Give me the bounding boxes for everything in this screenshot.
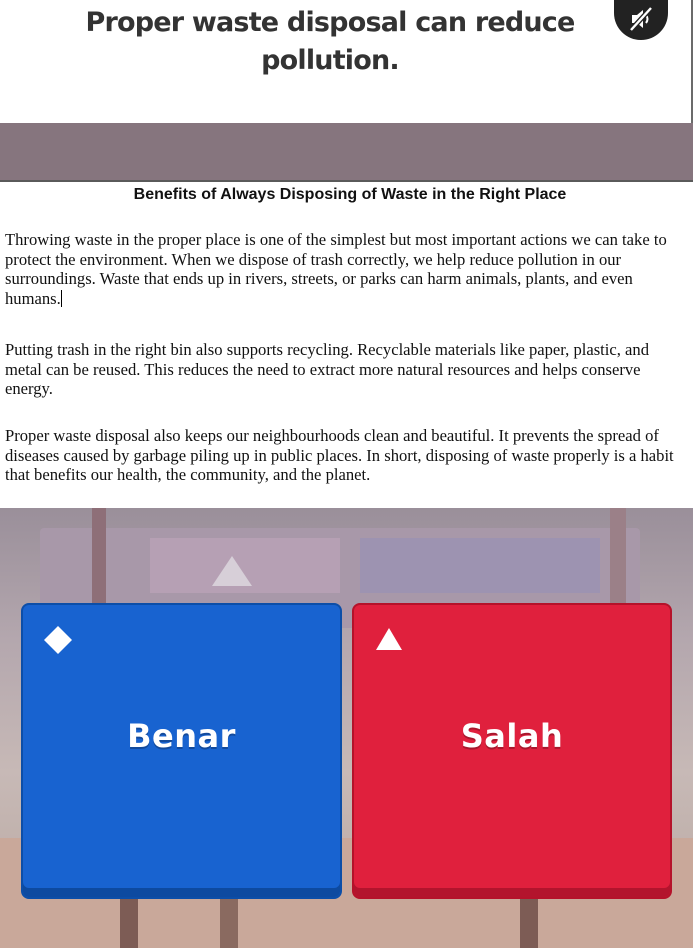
answer-benar-button[interactable] [21,603,342,899]
scene-decoration [212,556,252,586]
answer-label: Salah [460,717,564,755]
banner-strip [0,123,693,180]
reading-passage [0,182,693,508]
passage-title: Benefits of Always Disposing of Waste in the Right Place [133,186,567,203]
question-text: Proper waste disposal can reduce pollution. [85,7,575,76]
diamond-icon [40,622,76,658]
scene-panel [360,538,600,593]
question-header [0,0,693,123]
passage-paragraph: Proper waste disposal also keeps our neighbourhoods clean and beautiful. It prevents the spread of diseases caused by garbage piling up in public places. In short, disposing of waste properly is a habit that benefits our health, the community, and the planet. [5,426,674,485]
speaker-muted-icon [627,5,655,33]
answer-label: Benar [127,717,236,755]
passage-paragraph: Putting trash in the right bin also supports recycling. Recyclable materials like paper, plastic, and metal can be reused. This reduces the need to extract more natural resources and helps conserve energy. [5,340,650,399]
text-cursor [61,290,62,307]
answer-salah-button[interactable] [352,603,672,899]
paragraph-text: Throwing waste in the proper place is one of the simplest but most important actions we can take to protect the environment. When we dispose of trash correctly, we help reduce pollution in our surroundings. Waste that ends up in rivers, streets, or parks can harm animals, plants, and even humans. [5,230,667,308]
mute-button[interactable] [614,0,668,40]
triangle-icon [371,622,407,658]
passage-paragraph [5,230,685,308]
